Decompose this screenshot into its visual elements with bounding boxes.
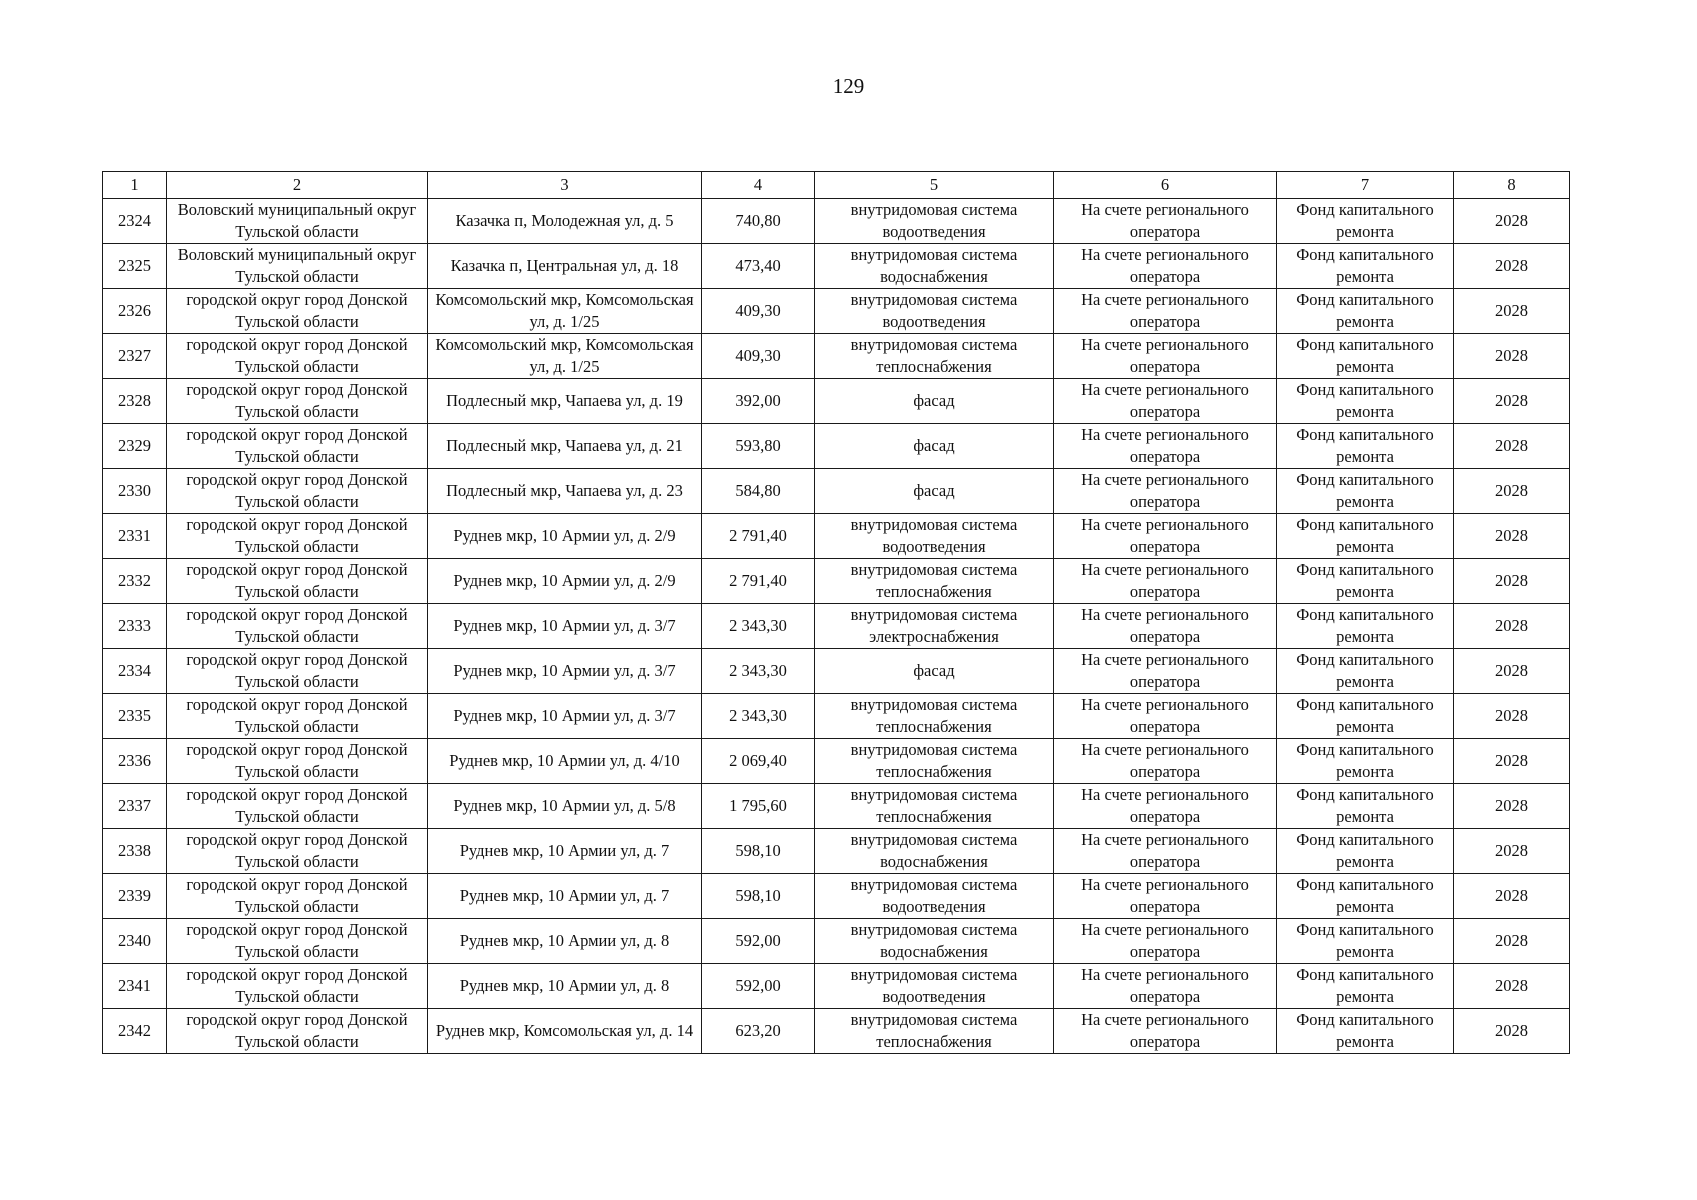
cell-municipality: городской округ город Донской Тульской области (167, 289, 428, 334)
cell-year: 2028 (1454, 964, 1570, 1009)
cell-fund-account: На счете регионального оператора (1054, 379, 1277, 424)
table-row (103, 829, 1570, 874)
cell-municipality: городской округ город Донской Тульской области (167, 649, 428, 694)
column-header-3: 3 (428, 172, 702, 199)
cell-year: 2028 (1454, 244, 1570, 289)
column-header-8: 8 (1454, 172, 1570, 199)
cell-fund-account: На счете регионального оператора (1054, 919, 1277, 964)
cell-work-type: внутридомовая система теплоснабжения (815, 1009, 1054, 1054)
cell-address: Руднев мкр, 10 Армии ул, д. 2/9 (428, 514, 702, 559)
cell-work-type: внутридомовая система водоснабжения (815, 919, 1054, 964)
table-row (103, 964, 1570, 1009)
cell-row-number: 2339 (103, 874, 167, 919)
cell-address: Подлесный мкр, Чапаева ул, д. 19 (428, 379, 702, 424)
cell-year: 2028 (1454, 1009, 1570, 1054)
cell-year: 2028 (1454, 694, 1570, 739)
cell-row-number: 2333 (103, 604, 167, 649)
table-row (103, 649, 1570, 694)
table-row (103, 199, 1570, 244)
cell-area: 409,30 (702, 334, 815, 379)
cell-address: Казачка п, Молодежная ул, д. 5 (428, 199, 702, 244)
cell-fund-account: На счете регионального оператора (1054, 334, 1277, 379)
cell-fund-account: На счете регионального оператора (1054, 874, 1277, 919)
header-row (103, 172, 1570, 199)
cell-work-type: внутридомовая система водоснабжения (815, 829, 1054, 874)
cell-funding-source: Фонд капитального ремонта (1277, 604, 1454, 649)
table-row (103, 424, 1570, 469)
table-body (103, 199, 1570, 1054)
cell-funding-source: Фонд капитального ремонта (1277, 1009, 1454, 1054)
cell-funding-source: Фонд капитального ремонта (1277, 289, 1454, 334)
cell-area: 740,80 (702, 199, 815, 244)
cell-municipality: городской округ город Донской Тульской области (167, 919, 428, 964)
cell-row-number: 2332 (103, 559, 167, 604)
cell-work-type: фасад (815, 649, 1054, 694)
cell-municipality: городской округ город Донской Тульской области (167, 379, 428, 424)
cell-row-number: 2340 (103, 919, 167, 964)
table-row (103, 604, 1570, 649)
cell-area: 2 343,30 (702, 694, 815, 739)
cell-fund-account: На счете регионального оператора (1054, 694, 1277, 739)
cell-work-type: внутридомовая система водоотведения (815, 289, 1054, 334)
table-row (103, 874, 1570, 919)
cell-year: 2028 (1454, 334, 1570, 379)
cell-work-type: внутридомовая система теплоснабжения (815, 784, 1054, 829)
cell-fund-account: На счете регионального оператора (1054, 604, 1277, 649)
table-row (103, 559, 1570, 604)
cell-row-number: 2327 (103, 334, 167, 379)
cell-work-type: внутридомовая система теплоснабжения (815, 559, 1054, 604)
table-row (103, 244, 1570, 289)
cell-address: Подлесный мкр, Чапаева ул, д. 23 (428, 469, 702, 514)
cell-row-number: 2329 (103, 424, 167, 469)
cell-address: Комсомольский мкр, Комсомольская ул, д. 1/25 (428, 289, 702, 334)
cell-funding-source: Фонд капитального ремонта (1277, 919, 1454, 964)
cell-address: Руднев мкр, 10 Армии ул, д. 3/7 (428, 649, 702, 694)
cell-area: 598,10 (702, 829, 815, 874)
cell-funding-source: Фонд капитального ремонта (1277, 424, 1454, 469)
cell-municipality: городской округ город Донской Тульской области (167, 469, 428, 514)
cell-work-type: внутридомовая система теплоснабжения (815, 694, 1054, 739)
cell-funding-source: Фонд капитального ремонта (1277, 244, 1454, 289)
cell-row-number: 2324 (103, 199, 167, 244)
page-number: 129 (832, 74, 865, 98)
column-header-5: 5 (815, 172, 1054, 199)
cell-address: Руднев мкр, 10 Армии ул, д. 8 (428, 964, 702, 1009)
cell-work-type: фасад (815, 379, 1054, 424)
cell-municipality: городской округ город Донской Тульской области (167, 874, 428, 919)
column-header-1: 1 (103, 172, 167, 199)
cell-work-type: внутридомовая система водоотведения (815, 514, 1054, 559)
cell-address: Подлесный мкр, Чапаева ул, д. 21 (428, 424, 702, 469)
cell-year: 2028 (1454, 739, 1570, 784)
cell-funding-source: Фонд капитального ремонта (1277, 964, 1454, 1009)
cell-area: 392,00 (702, 379, 815, 424)
cell-address: Руднев мкр, 10 Армии ул, д. 2/9 (428, 559, 702, 604)
table-row (103, 379, 1570, 424)
cell-funding-source: Фонд капитального ремонта (1277, 559, 1454, 604)
cell-funding-source: Фонд капитального ремонта (1277, 739, 1454, 784)
cell-work-type: внутридомовая система водоснабжения (815, 244, 1054, 289)
cell-address: Комсомольский мкр, Комсомольская ул, д. 1/25 (428, 334, 702, 379)
cell-year: 2028 (1454, 604, 1570, 649)
cell-row-number: 2342 (103, 1009, 167, 1054)
cell-work-type: внутридомовая система водоотведения (815, 199, 1054, 244)
cell-row-number: 2341 (103, 964, 167, 1009)
cell-area: 1 795,60 (702, 784, 815, 829)
cell-municipality: городской округ город Донской Тульской области (167, 424, 428, 469)
cell-funding-source: Фонд капитального ремонта (1277, 514, 1454, 559)
cell-funding-source: Фонд капитального ремонта (1277, 199, 1454, 244)
cell-fund-account: На счете регионального оператора (1054, 829, 1277, 874)
cell-municipality: городской округ город Донской Тульской области (167, 514, 428, 559)
table-row (103, 334, 1570, 379)
cell-fund-account: На счете регионального оператора (1054, 649, 1277, 694)
cell-year: 2028 (1454, 424, 1570, 469)
cell-area: 2 791,40 (702, 559, 815, 604)
cell-work-type: внутридомовая система водоотведения (815, 964, 1054, 1009)
table-header (103, 172, 1570, 199)
cell-address: Руднев мкр, 10 Армии ул, д. 3/7 (428, 604, 702, 649)
cell-fund-account: На счете регионального оператора (1054, 1009, 1277, 1054)
cell-municipality: городской округ город Донской Тульской области (167, 559, 428, 604)
cell-address: Руднев мкр, 10 Армии ул, д. 7 (428, 874, 702, 919)
cell-funding-source: Фонд капитального ремонта (1277, 784, 1454, 829)
cell-fund-account: На счете регионального оператора (1054, 514, 1277, 559)
cell-year: 2028 (1454, 784, 1570, 829)
cell-municipality: городской округ город Донской Тульской области (167, 334, 428, 379)
cell-funding-source: Фонд капитального ремонта (1277, 334, 1454, 379)
cell-work-type: внутридомовая система теплоснабжения (815, 739, 1054, 784)
cell-municipality: городской округ город Донской Тульской области (167, 964, 428, 1009)
cell-municipality: городской округ город Донской Тульской области (167, 694, 428, 739)
cell-year: 2028 (1454, 289, 1570, 334)
cell-year: 2028 (1454, 649, 1570, 694)
table-row (103, 694, 1570, 739)
cell-funding-source: Фонд капитального ремонта (1277, 694, 1454, 739)
cell-row-number: 2326 (103, 289, 167, 334)
cell-municipality: Воловский муниципальный округ Тульской области (167, 244, 428, 289)
cell-fund-account: На счете регионального оператора (1054, 964, 1277, 1009)
table-row (103, 919, 1570, 964)
cell-row-number: 2331 (103, 514, 167, 559)
cell-area: 473,40 (702, 244, 815, 289)
table-row (103, 469, 1570, 514)
cell-funding-source: Фонд капитального ремонта (1277, 649, 1454, 694)
column-header-2: 2 (167, 172, 428, 199)
cell-area: 2 791,40 (702, 514, 815, 559)
cell-address: Руднев мкр, 10 Армии ул, д. 8 (428, 919, 702, 964)
cell-funding-source: Фонд капитального ремонта (1277, 379, 1454, 424)
cell-address: Руднев мкр, 10 Армии ул, д. 7 (428, 829, 702, 874)
cell-row-number: 2336 (103, 739, 167, 784)
cell-address: Руднев мкр, 10 Армии ул, д. 3/7 (428, 694, 702, 739)
column-header-7: 7 (1277, 172, 1454, 199)
table-row (103, 739, 1570, 784)
cell-year: 2028 (1454, 829, 1570, 874)
cell-area: 623,20 (702, 1009, 815, 1054)
capital-repair-table (102, 171, 1570, 1054)
cell-work-type: фасад (815, 469, 1054, 514)
cell-area: 598,10 (702, 874, 815, 919)
cell-funding-source: Фонд капитального ремонта (1277, 469, 1454, 514)
cell-municipality: Воловский муниципальный округ Тульской области (167, 199, 428, 244)
cell-address: Руднев мкр, 10 Армии ул, д. 4/10 (428, 739, 702, 784)
cell-year: 2028 (1454, 919, 1570, 964)
cell-fund-account: На счете регионального оператора (1054, 469, 1277, 514)
cell-area: 2 343,30 (702, 649, 815, 694)
cell-municipality: городской округ город Донской Тульской области (167, 1009, 428, 1054)
cell-municipality: городской округ город Донской Тульской области (167, 604, 428, 649)
cell-work-type: внутридомовая система водоотведения (815, 874, 1054, 919)
cell-area: 584,80 (702, 469, 815, 514)
cell-fund-account: На счете регионального оператора (1054, 289, 1277, 334)
table-row (103, 514, 1570, 559)
table-row (103, 1009, 1570, 1054)
cell-address: Казачка п, Центральная ул, д. 18 (428, 244, 702, 289)
cell-address: Руднев мкр, 10 Армии ул, д. 5/8 (428, 784, 702, 829)
cell-row-number: 2328 (103, 379, 167, 424)
table-row (103, 784, 1570, 829)
cell-fund-account: На счете регионального оператора (1054, 739, 1277, 784)
cell-funding-source: Фонд капитального ремонта (1277, 874, 1454, 919)
column-header-4: 4 (702, 172, 815, 199)
cell-fund-account: На счете регионального оператора (1054, 199, 1277, 244)
cell-fund-account: На счете регионального оператора (1054, 784, 1277, 829)
cell-fund-account: На счете регионального оператора (1054, 424, 1277, 469)
cell-municipality: городской округ город Донской Тульской области (167, 829, 428, 874)
cell-area: 592,00 (702, 919, 815, 964)
cell-row-number: 2334 (103, 649, 167, 694)
cell-fund-account: На счете регионального оператора (1054, 559, 1277, 604)
cell-row-number: 2325 (103, 244, 167, 289)
cell-row-number: 2330 (103, 469, 167, 514)
cell-funding-source: Фонд капитального ремонта (1277, 829, 1454, 874)
cell-year: 2028 (1454, 469, 1570, 514)
cell-year: 2028 (1454, 559, 1570, 604)
cell-area: 2 343,30 (702, 604, 815, 649)
cell-year: 2028 (1454, 514, 1570, 559)
cell-work-type: внутридомовая система теплоснабжения (815, 334, 1054, 379)
cell-work-type: фасад (815, 424, 1054, 469)
cell-work-type: внутридомовая система электроснабжения (815, 604, 1054, 649)
cell-municipality: городской округ город Донской Тульской области (167, 739, 428, 784)
column-header-6: 6 (1054, 172, 1277, 199)
cell-row-number: 2338 (103, 829, 167, 874)
cell-area: 592,00 (702, 964, 815, 1009)
table-row (103, 289, 1570, 334)
cell-year: 2028 (1454, 379, 1570, 424)
cell-row-number: 2335 (103, 694, 167, 739)
cell-fund-account: На счете регионального оператора (1054, 244, 1277, 289)
cell-municipality: городской округ город Донской Тульской области (167, 784, 428, 829)
cell-address: Руднев мкр, Комсомольская ул, д. 14 (428, 1009, 702, 1054)
cell-row-number: 2337 (103, 784, 167, 829)
cell-area: 409,30 (702, 289, 815, 334)
cell-area: 2 069,40 (702, 739, 815, 784)
cell-area: 593,80 (702, 424, 815, 469)
cell-year: 2028 (1454, 874, 1570, 919)
cell-year: 2028 (1454, 199, 1570, 244)
